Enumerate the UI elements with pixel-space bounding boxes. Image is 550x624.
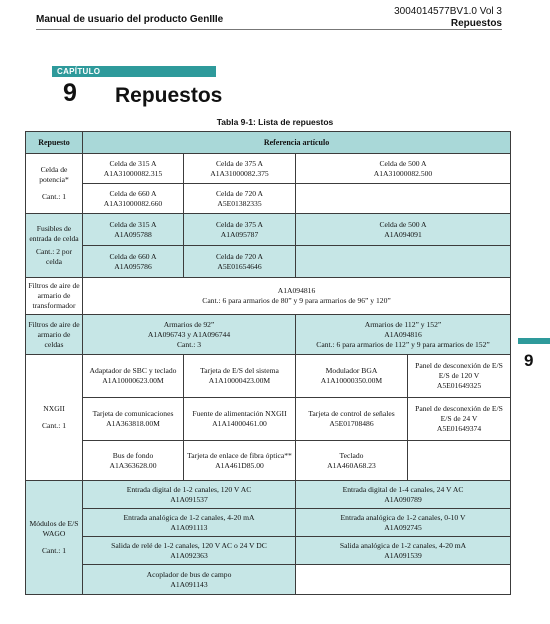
manual-title: Manual de usuario del producto GenIIIe <box>36 14 224 25</box>
table-cell: Fuente de alimentación NXGII A1A14000461.00 <box>184 398 296 441</box>
table-row <box>26 355 511 398</box>
chapter-title: Repuestos <box>115 84 223 107</box>
table-cell: Tarjeta de enlace de fibra óptica** A1A461D85.00 <box>184 441 296 481</box>
row-label-fusibles <box>26 214 83 278</box>
table-cell: Celda de 315 A A1A095788 <box>83 214 184 246</box>
parts-table <box>25 131 511 595</box>
table-row <box>26 214 511 246</box>
table-cell: Panel de desconexión de E/S E/S de 24 V A5E01649374 <box>408 398 511 441</box>
row-label: NXGII <box>43 404 65 413</box>
row-label: Fusibles de entrada de celda <box>29 224 79 243</box>
table-row <box>26 441 511 481</box>
row-qty: Cant.: 1 <box>41 421 67 430</box>
table-cell: Celda de 660 A A1A095786 <box>83 246 184 278</box>
chapter-number: 9 <box>63 79 77 107</box>
row-label-wago <box>26 481 83 595</box>
table-cell: Teclado A1A460A68.23 <box>296 441 408 481</box>
row-qty: Cant.: 1 <box>41 546 67 555</box>
table-cell: Panel de desconexión de E/S E/S de 120 V A5E01649325 <box>408 355 511 398</box>
col-header-repuesto: Repuesto <box>26 132 83 154</box>
table-cell: Armarios de 112” y 152” A1A094816 Cant.: 6 para armarios de 112” y 9 para armarios de 152” <box>296 315 511 355</box>
row-qty: Cant.: 1 <box>41 192 67 201</box>
table-cell: Entrada analógica de 1-2 canales, 0-10 V A1A092745 <box>296 509 511 537</box>
table-row <box>26 509 511 537</box>
doc-header-right <box>394 6 502 30</box>
table-cell-empty <box>296 246 511 278</box>
table-cell: Acoplador de bus de campo A1A091143 <box>83 565 296 595</box>
table-row <box>26 315 511 355</box>
table-cell: Celda de 375 A A1A095787 <box>184 214 296 246</box>
chapter-label: CAPÍTULO <box>57 67 101 76</box>
header-rule <box>36 29 502 30</box>
table-cell: Celda de 660 A A1A31000082.660 <box>83 184 184 214</box>
row-label: Módulos de E/S WAGO <box>29 519 79 538</box>
table-cell: Celda de 315 A A1A31000082.315 <box>83 154 184 184</box>
row-label-celdas <box>26 154 83 214</box>
table-cell: Salida analógica de 1-2 canales, 4-20 mA A1A091539 <box>296 537 511 565</box>
table-row <box>26 154 511 184</box>
row-label-filtros-celdas: Filtros de aire de armario de celdas <box>26 315 83 355</box>
row-qty: Cant.: 2 por celda <box>35 247 73 266</box>
doc-code: 3004014577BV1.0 Vol 3 <box>394 6 502 17</box>
table-cell: Entrada digital de 1-2 canales, 120 V AC A1A091537 <box>83 481 296 509</box>
row-label-nxgii <box>26 355 83 481</box>
table-cell: A1A094816 Cant.: 6 para armarios de 80” y 9 para armarios de 96” y 120” <box>83 278 511 315</box>
table-header-row <box>26 132 511 154</box>
side-tab-bar <box>518 338 550 344</box>
table-cell: Tarjeta de E/S del sistema A1A10000423.00M <box>184 355 296 398</box>
table-caption: Tabla 9-1: Lista de repuestos <box>216 117 334 127</box>
table-cell: Adaptador de SBC y teclado A1A10000623.00M <box>83 355 184 398</box>
table-cell-empty <box>296 565 511 595</box>
table-row <box>26 537 511 565</box>
table-cell: Celda de 375 A A1A31000082.375 <box>184 154 296 184</box>
table-cell: Armarios de 92” A1A096743 y A1A096744 Cant.: 3 <box>83 315 296 355</box>
section-name: Repuestos <box>450 18 502 29</box>
table-cell: Celda de 500 A A1A094091 <box>296 214 511 246</box>
table-cell: Bus de fondo A1A363628.00 <box>83 441 184 481</box>
table-cell-empty <box>408 441 511 481</box>
table-cell: Celda de 720 A A5E01382335 <box>184 184 296 214</box>
table-row <box>26 481 511 509</box>
row-label: Celda de potencia* <box>39 165 69 184</box>
table-cell: Celda de 720 A A5E01654646 <box>184 246 296 278</box>
col-header-referencia: Referencia artículo <box>83 132 511 154</box>
table-cell: Entrada analógica de 1-2 canales, 4-20 mA A1A091113 <box>83 509 296 537</box>
table-row <box>26 184 511 214</box>
table-cell: Tarjeta de comunicaciones A1A363818.00M <box>83 398 184 441</box>
table-cell: Entrada digital de 1-4 canales, 24 V AC A1A090789 <box>296 481 511 509</box>
table-cell-empty <box>296 184 511 214</box>
table-cell: Salida de relé de 1-2 canales, 120 V AC o 24 V DC A1A092363 <box>83 537 296 565</box>
side-tab-number: 9 <box>524 351 534 370</box>
table-row <box>26 398 511 441</box>
row-label-filtros-trafo: Filtros de aire de armario de transformador <box>26 278 83 315</box>
table-row <box>26 278 511 315</box>
table-cell: Tarjeta de control de señales A5E01708486 <box>296 398 408 441</box>
table-cell: Celda de 500 A A1A31000082.500 <box>296 154 511 184</box>
table-row <box>26 246 511 278</box>
table-cell: Modulador BGA A1A10000350.00M <box>296 355 408 398</box>
table-row <box>26 565 511 595</box>
